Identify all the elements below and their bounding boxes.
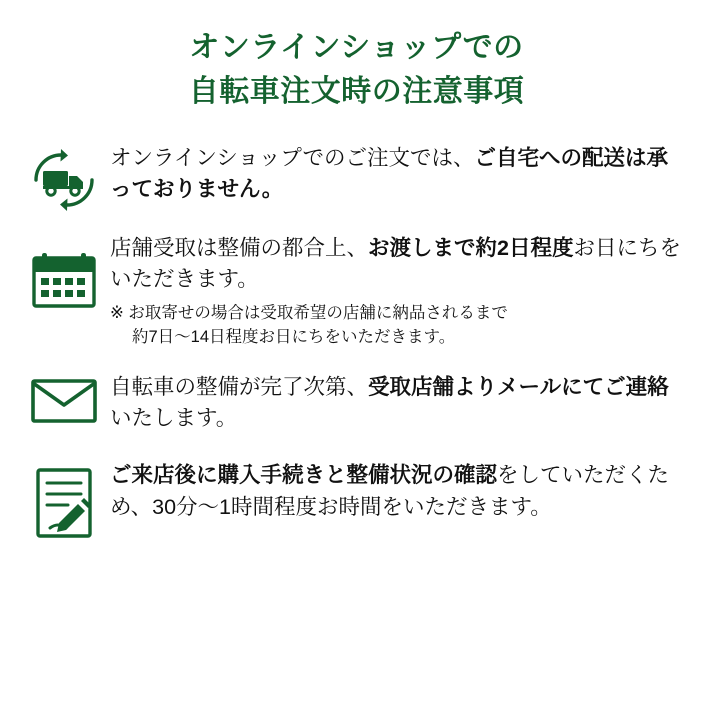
notice-item-visit	[18, 460, 695, 542]
mail-icon	[18, 372, 110, 426]
notice-text-visit	[110, 460, 695, 523]
notice-item-pickup	[18, 233, 695, 350]
calendar-icon	[18, 233, 110, 313]
notice-paragraph: ご来店後に購入手続きと整備状況の確認をしていただくため、30分〜1時間程度お時間をいただきます。	[110, 463, 670, 519]
page-title	[18, 26, 695, 113]
notice-text-delivery	[110, 143, 695, 206]
notice-text-mail	[110, 372, 695, 435]
notice-item-delivery	[18, 143, 695, 213]
notice-subnote-line-2: 約7日〜14日程度お日にちをいただきます。	[132, 327, 456, 346]
notice-item-mail	[18, 372, 695, 435]
page-title-line-2: 自転車注文時の注意事項	[188, 74, 525, 108]
notice-subnote	[110, 302, 689, 350]
notice-text-pickup	[110, 233, 695, 350]
notice-paragraph: 店舗受取は整備の都合上、お渡しまで約2日程度お日にちをいただきます。	[110, 236, 681, 292]
notice-paragraph: オンラインショップでのご注文では、ご自宅への配送は承っておりません。	[110, 146, 669, 202]
document-pen-icon	[18, 460, 110, 542]
page-title-line-1: オンラインショップでの	[189, 31, 524, 64]
notice-subnote-line-1: ※ お取寄せの場合は受取希望の店舗に納品されるまで	[110, 303, 508, 322]
truck-icon	[18, 143, 110, 213]
notice-paragraph: 自転車の整備が完了次第、受取店舗よりメールにてご連絡いたします。	[110, 374, 669, 430]
